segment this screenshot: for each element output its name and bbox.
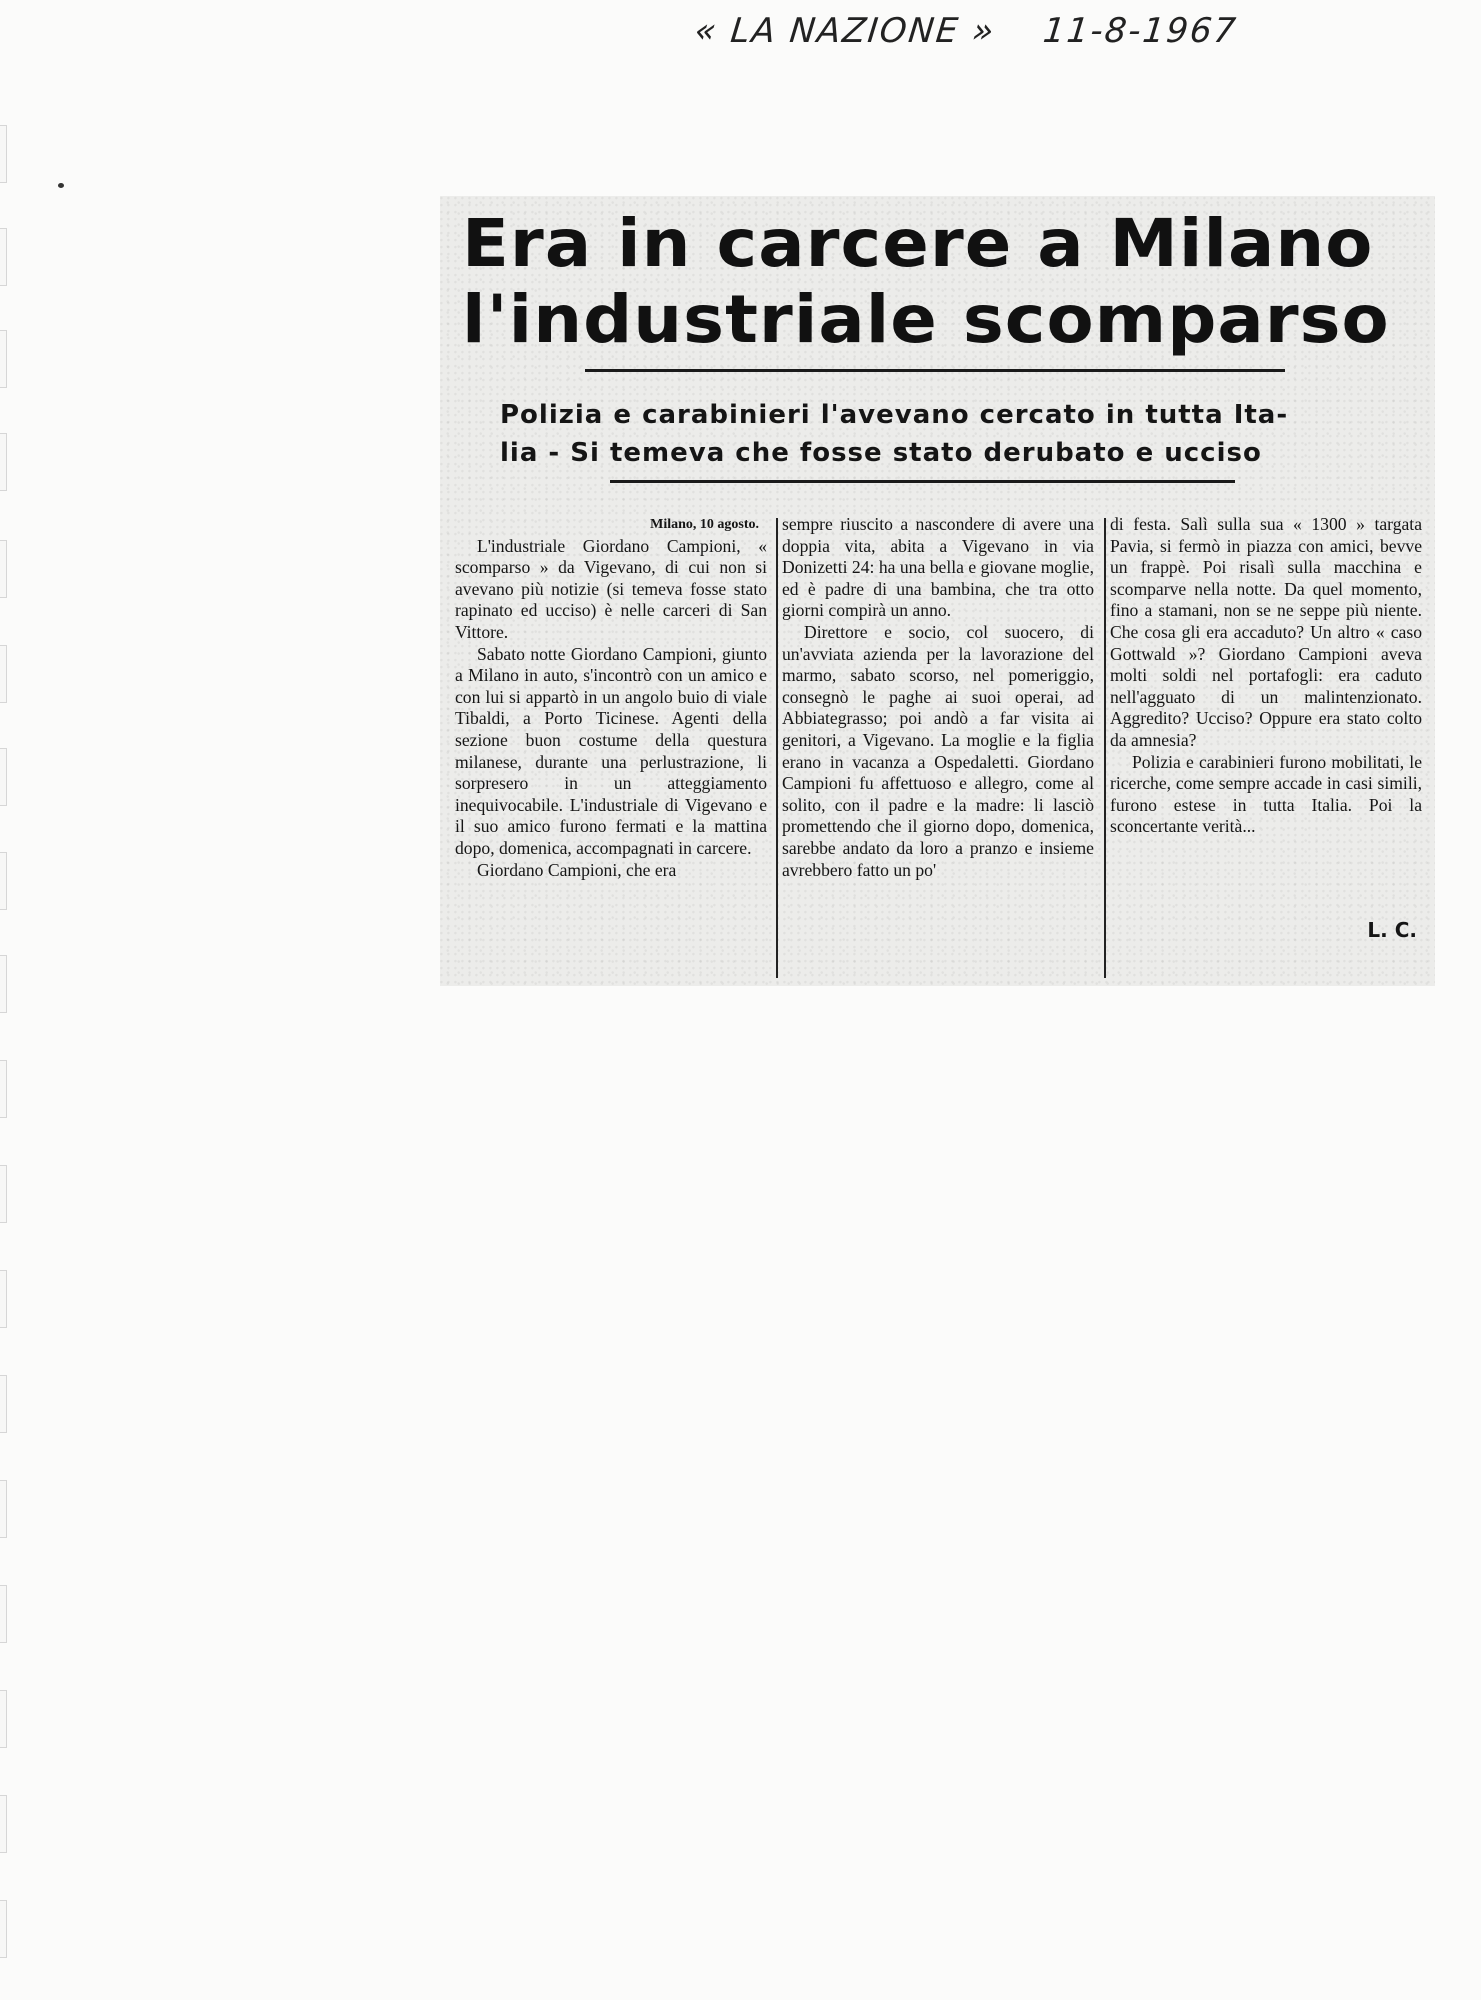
headline-line-2: l'industriale scomparso — [462, 281, 1390, 358]
paragraph: di festa. Salì sulla sua « 1300 » targata Pavia, si fermò in piazza con amici, bevve un frappè. Poi risalì sulla macchina e scomparve nella notte. Da quel momento, fino a stamani, non se ne seppe più niente. Che cosa gli era accaduto? Un altro « caso Gottwald »? Giordano Campioni aveva molti soldi nel portafogli: era caduto nell'agguato di un malintenzionato. Aggredito? Ucciso? Oppure era stato colto da amnesia? — [1110, 514, 1422, 750]
paragraph: Sabato notte Giordano Campioni, giunto a Milano in auto, s'incontrò con un amico e con lui si appartò in un angolo buio di viale Tibaldi, a Porto Ticinese. Agenti della sezione buon costume della questura milanese, durante una perlustrazione, li sorpresero in un atteggiamento inequivocabile. L'industriale di Vigevano e il suo amico furono fermati e la mattina dopo, domenica, accompagnati in carcere. — [455, 643, 767, 858]
binder-tab-mark — [0, 228, 7, 286]
paragraph: L'industriale Giordano Campioni, « scomparso » da Vigevano, di cui non si avevano più notizie (si temeva fosse stato rapinato ed ucciso) è nelle carceri di San Vittore. — [455, 535, 767, 642]
headline-line-1: Era in carcere a Milano — [462, 205, 1374, 282]
binder-tab-mark — [0, 1165, 7, 1223]
binder-tab-mark — [0, 1585, 7, 1643]
newspaper-clipping — [440, 196, 1435, 986]
paragraph: sempre riuscito a nascondere di avere una doppia vita, abita a Vigevano in via Donizetti 24: ha una bella e giovane moglie, ed è padre di una bambina, che tra otto giorni compirà un anno. — [782, 514, 1094, 621]
author-signature: L. C. — [1367, 918, 1417, 942]
binder-tab-mark — [0, 748, 7, 806]
binder-tab-mark — [0, 1690, 7, 1748]
binder-tab-mark — [0, 645, 7, 703]
column-divider — [776, 518, 778, 978]
clipping-date: 11-8-1967 — [1041, 11, 1240, 51]
binder-tab-mark — [0, 330, 7, 388]
rule-bottom — [610, 480, 1235, 483]
binder-tab-mark — [0, 125, 7, 183]
binder-tab-mark — [0, 433, 7, 491]
subheadline — [500, 396, 1380, 472]
paragraph: Giordano Campioni, che era — [477, 859, 677, 880]
subheadline-line-2: lia - Si temeva che fosse stato derubato e ucciso — [500, 438, 1262, 468]
binder-tab-mark — [0, 540, 7, 598]
paragraph: Direttore e socio, col suocero, di un'avviata azienda per la lavorazione del marmo, sabato scorso, nel pomeriggio, consegnò le paghe ai suoi operai, ad Abbiategrasso; poi andò a far visita ai genitori, a Vigevano. La moglie e la figlia erano in vacanza a Ospedaletti. Giordano Campioni fu affettuoso e allegro, come al solito, con il padre e la madre: li lasciò promettendo che il giorno dopo, domenica, sarebbe andato da loro a pranzo e insieme avrebbero fatto un po' — [782, 621, 1094, 880]
article-column-2 — [782, 514, 1094, 881]
binder-tab-mark — [0, 1900, 7, 1958]
binder-tab-mark — [0, 955, 7, 1013]
binder-tab-mark — [0, 1795, 7, 1853]
handwritten-annotation — [692, 6, 1357, 56]
ink-speck — [58, 183, 64, 188]
binder-tab-mark — [0, 1060, 7, 1118]
article-column-3 — [1110, 514, 1422, 838]
binder-tab-mark — [0, 1270, 7, 1328]
subheadline-line-1: Polizia e carabinieri l'avevano cercato in tutta Ita- — [500, 400, 1289, 430]
headline — [462, 206, 1460, 358]
binder-tab-mark — [0, 1375, 7, 1433]
newspaper-source: « LA NAZIONE » — [692, 11, 998, 51]
dateline: Milano, 10 agosto. — [650, 517, 759, 532]
rule-top — [585, 369, 1285, 372]
binder-tab-mark — [0, 1480, 7, 1538]
article-column-1 — [455, 514, 767, 881]
paragraph: Polizia e carabinieri furono mobilitati, le ricerche, come sempre accade in casi simili, furono estese in tutta Italia. Poi la sconcertante verità... — [1110, 751, 1422, 837]
binder-tab-mark — [0, 852, 7, 910]
column-divider — [1104, 518, 1106, 978]
